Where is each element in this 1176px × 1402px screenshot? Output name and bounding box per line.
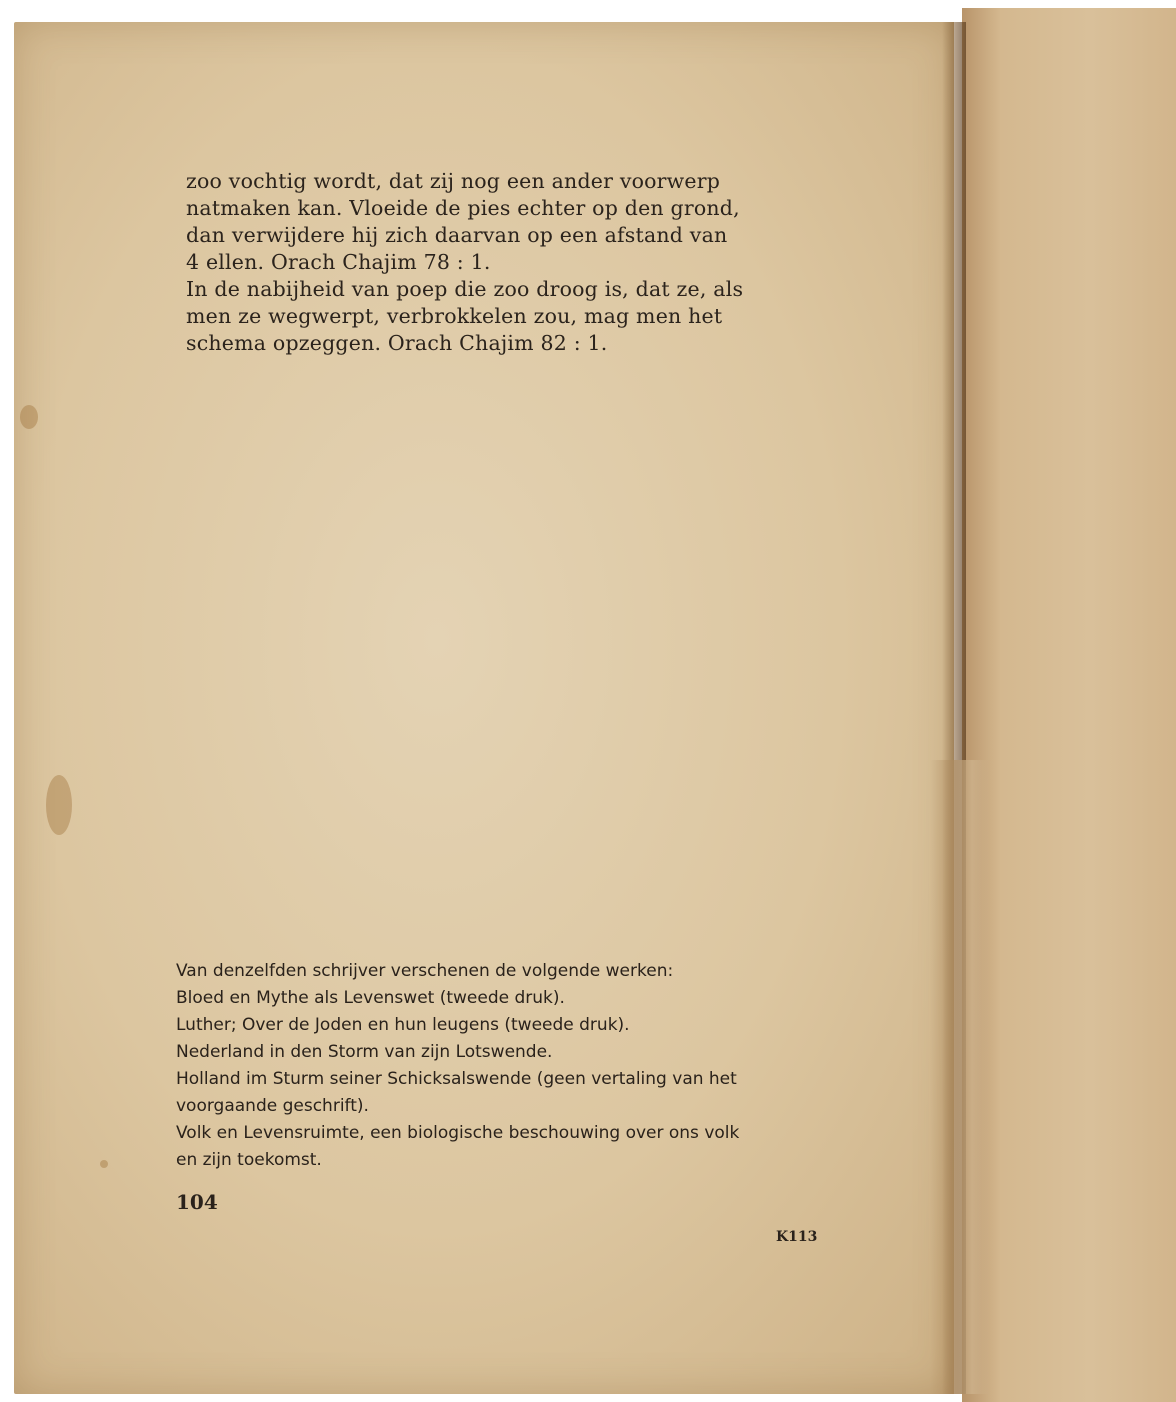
works-item: Luther; Over de Joden en hun leugens (tweede druk).	[176, 1015, 630, 1035]
text-line: 4 ellen. Orach Chajim 78 : 1.	[186, 250, 491, 274]
works-item: Nederland in den Storm van zijn Lotswende.	[176, 1042, 553, 1062]
signature-mark: K113	[776, 1229, 818, 1245]
paragraph-1	[186, 168, 836, 276]
body-text	[186, 168, 836, 357]
works-item: Bloed en Mythe als Levenswet (tweede druk).	[176, 988, 565, 1008]
works-item: Holland im Sturm seiner Schicksalswende (geen vertaling van het	[176, 1069, 737, 1089]
text-line: men ze wegwerpt, verbrokkelen zou, mag men het	[186, 304, 723, 328]
stain-mark	[46, 775, 72, 835]
stain-mark	[20, 405, 38, 429]
page-number: 104	[176, 1190, 218, 1214]
text-line: zoo vochtig wordt, dat zij nog een ander voorwerp	[186, 169, 721, 193]
right-page	[962, 8, 1176, 1402]
text-line: In de nabijheid van poep die zoo droog is, dat ze, als	[186, 277, 744, 301]
works-item: voorgaande geschrift).	[176, 1096, 369, 1116]
text-line: schema opzeggen. Orach Chajim 82 : 1.	[186, 331, 608, 355]
text-line: natmaken kan. Vloeide de pies echter op den grond,	[186, 196, 740, 220]
paragraph-2	[186, 276, 836, 357]
works-list	[176, 958, 826, 1174]
text-line: dan verwijdere hij zich daarvan op een afstand van	[186, 223, 728, 247]
torn-page-edge	[930, 760, 990, 1394]
works-heading: Van denzelfden schrijver verschenen de volgende werken:	[176, 961, 674, 981]
works-item: Volk en Levensruimte, een biologische beschouwing over ons volk	[176, 1123, 740, 1143]
stain-mark	[100, 1160, 108, 1168]
works-item: en zijn toekomst.	[176, 1150, 322, 1170]
